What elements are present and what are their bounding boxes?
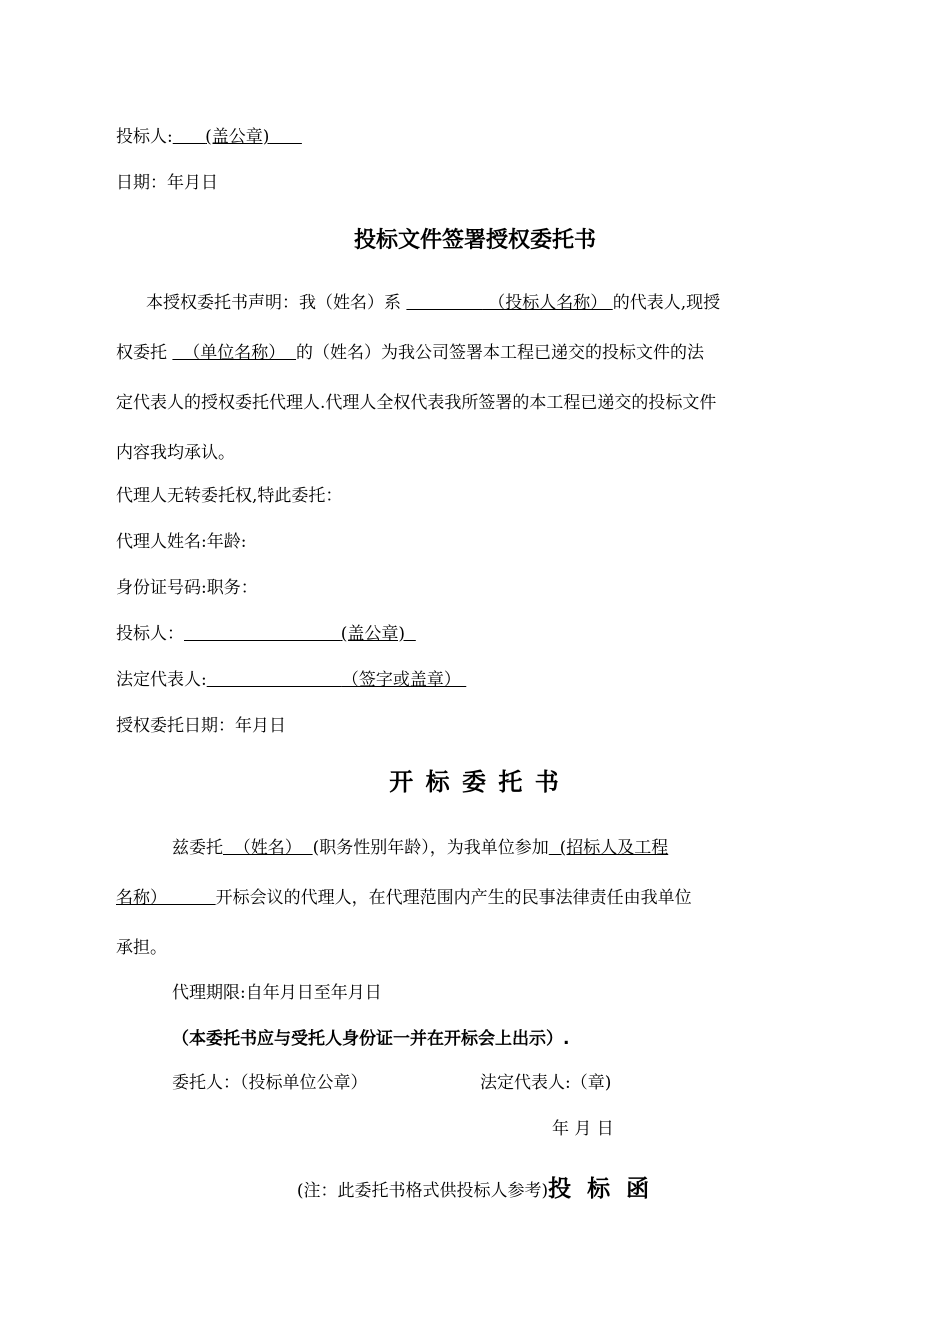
bidder-blank <box>173 127 302 147</box>
auth-bidder-blank: (盖公章) <box>340 624 416 644</box>
bidder-seal-line <box>116 126 790 148</box>
authorization-title: 投标文件签署授权委托书 <box>353 228 596 253</box>
opening-legal-rep-label: 法定代表人:（章) <box>480 1073 612 1093</box>
auth-bidder-line: 投标人： (盖公章) <box>116 624 416 644</box>
no-transfer-line: 代理人无转委托权,特此委托： <box>116 486 343 506</box>
bid-letter-title: 投 标 函 <box>548 1176 654 1202</box>
principal-line <box>116 1072 790 1094</box>
auth-para-line-4: 内容我均承认。 <box>116 443 235 463</box>
project-name-blank: 名称） <box>116 888 216 908</box>
footer-note: (注：此委托书格式供投标人参考) <box>296 1181 549 1201</box>
auth-date-line: 授权委托日期：年月日 <box>116 716 286 736</box>
id-notice-line: （本委托书应与受托人身份证一并在开标会上出示）. <box>172 1029 570 1049</box>
opening-para-line-2: 名称） 开标会议的代理人，在代理范围内产生的民事法律责任由我单位 <box>116 888 692 908</box>
unit-name-blank: （单位名称） <box>172 343 297 363</box>
opening-para-line-3: 承担。 <box>116 938 167 958</box>
opening-title: 开 标 委 托 书 <box>389 768 561 796</box>
legal-rep-line: 法定代表人: （签字或盖章） <box>116 670 467 690</box>
agent-name-age-line: 代理人姓名:年龄: <box>116 532 247 552</box>
bidder-name-blank: （投标人名称） <box>482 293 613 313</box>
auth-para-line-3: 定代表人的授权委托代理人.代理人全权代表我所签署的本工程已递交的投标文件 <box>116 393 717 413</box>
footer-line <box>0 1175 950 1205</box>
legal-rep-blank: （签字或盖章） <box>341 670 467 690</box>
bidder-seal-text: (盖公章) <box>205 127 270 147</box>
opening-para-line-1: 兹委托 （姓名） (职务性别年龄），为我单位参加 (招标人及工程 <box>172 838 669 858</box>
date-line: 日期：年月日 <box>116 173 218 193</box>
tenderer-project-blank: (招标人及工程 <box>548 838 669 858</box>
agency-period-line: 代理期限:自年月日至年月日 <box>172 983 382 1003</box>
auth-para-line-2: 权委托 （单位名称） 的（姓名）为我公司签署本工程已递交的投标文件的法 <box>116 343 705 363</box>
auth-para-line-1: 本授权委托书声明：我（姓名）系 （投标人名称） 的代表人,现授 <box>146 293 721 313</box>
bidder-label: 投标人: <box>116 127 173 147</box>
date-ymd-line: 年 月 日 <box>552 1119 614 1139</box>
entrusted-name-blank: （姓名） <box>223 838 313 858</box>
principal-label: 委托人：（投标单位公章） <box>172 1073 368 1093</box>
id-position-line: 身份证号码:职务： <box>116 578 258 598</box>
